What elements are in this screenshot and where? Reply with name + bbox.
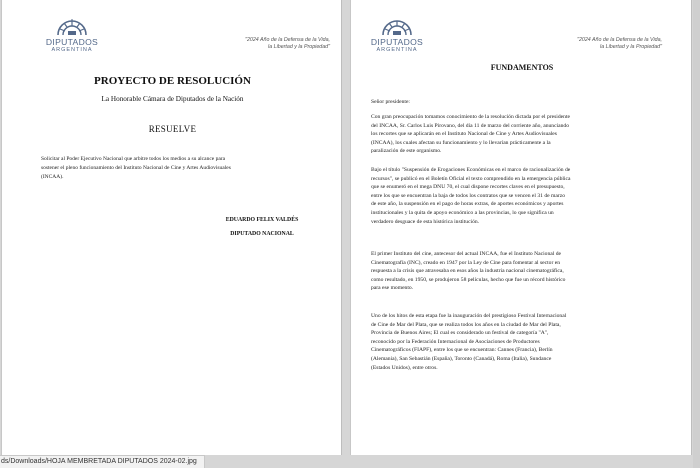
paragraph-line: recursos", se publicó en el Boletín Oficial el texto comprendido en la emergencia pública xyxy=(371,175,571,182)
paragraph-line: verdadero desguace de esta histórica institución. xyxy=(371,218,480,225)
body-line: Solicitar al Poder Ejecutivo Nacional que arbitre todos los medios a su alcance para xyxy=(41,156,226,162)
paragraph-line: Uno de los hitos de esta etapa fue la inauguración del prestigioso Festival Internacional xyxy=(371,313,567,319)
signature-role: DIPUTADO NACIONAL xyxy=(230,231,294,237)
status-bar-file-path: ds/Downloads/HOJA MEMBRETADA DIPUTADOS 2024-02.jpg xyxy=(0,455,205,468)
motto-line: la Libertad y la Propiedad" xyxy=(600,44,662,50)
paragraph-3 xyxy=(371,250,666,293)
greeting: Señor presidente: xyxy=(371,99,410,105)
paragraph-line: (Estados Unidos), entre otros. xyxy=(371,364,438,371)
signature-name: EDUARDO FELIX VALDÉS xyxy=(225,217,299,223)
left-page xyxy=(1,0,342,455)
fundamentos-title: FUNDAMENTOS xyxy=(490,63,554,72)
paragraph-line: (INCAA), los cuales afectan su funcionamiento y lo llevarían prácticamente a la xyxy=(371,139,551,146)
paragraph-line: Con gran preocupación tomamos conocimiento de la resolución dictada por el presidente xyxy=(371,114,570,120)
paragraph-line: Cinematografía (INC), creado en 1947 por la Ley de Cine para fomentar al sector en xyxy=(371,259,561,266)
paragraph-2 xyxy=(371,166,666,226)
paragraph-line: para ese momento. xyxy=(371,285,414,292)
paragraph-line: entre los que se encuentran la baja de todos los contratos que se vencen el 31 de marzo xyxy=(371,192,566,199)
diputados-logo xyxy=(357,16,437,60)
paragraph-line: como resultado, en 1950, se produjeron 58 películas, hecho que fue un récord histórico xyxy=(371,276,566,283)
motto-line: la Libertad y la Propiedad" xyxy=(268,44,330,50)
paragraph-line: de Cine de Mar del Plata, que se realiza todos los años en la ciudad de Mar del Plata, xyxy=(371,321,561,328)
congress-dome-icon xyxy=(379,16,415,36)
motto-line: "2024 Año de la Defensa de la Vida, xyxy=(577,37,662,43)
logo-subtitle: ARGENTINA xyxy=(376,47,418,53)
resolution-body xyxy=(41,155,307,182)
right-page xyxy=(350,0,692,455)
paragraph-line: de este año, la suspensión en el pago de horas extras, de aportes económicos y aportes xyxy=(371,201,564,208)
paragraph-line: El primer Instituto del cine, antecesor del actual INCAA, fue el Instituto Nacional de xyxy=(371,251,561,257)
paragraph-line: los recortes que se aplicarán en el Instituto Nacional de Cine y Artes Audiovisuales xyxy=(371,131,557,138)
paragraph-1 xyxy=(371,113,666,156)
scrollbar-track[interactable] xyxy=(693,0,700,468)
body-line: (INCAA). xyxy=(41,174,64,180)
congress-dome-icon xyxy=(54,16,90,36)
paragraph-line: (Alemania), San Sebastián (España), Toronto (Canadá), Roma (Italia), Sundance xyxy=(371,355,552,362)
paragraph-line: reconocido por la Federación Internacional de Asociaciones de Productores xyxy=(371,338,540,345)
motto-line: "2024 Año de la Defensa de la Vida, xyxy=(245,37,330,43)
paragraph-line: que se enumeró en el mega DNU 70, el cual dispone recortes claves en el presupuesto, xyxy=(371,184,565,191)
resuelve-heading: RESUELVE xyxy=(148,124,197,134)
logo-title: DIPUTADOS xyxy=(45,37,99,47)
paragraph-line: del INCAA, Sr. Carlos Luis Pirovano, del día 11 de marzo del corriente año, anunciando xyxy=(371,122,570,129)
paragraph-line: Bajo el título "Suspensión de Erogaciones Económicas en el marco de racionalización de xyxy=(371,167,571,173)
paragraph-4 xyxy=(371,312,666,372)
paragraph-line: respuesta a la crisis que atravesaba en esos años la industria nacional cinematográfica, xyxy=(371,268,564,275)
header-motto xyxy=(225,37,330,51)
paragraph-line: paralización de este organismo. xyxy=(371,148,442,155)
logo-title: DIPUTADOS xyxy=(370,37,424,47)
document-subtitle: La Honorable Cámara de Diputados de la Nación xyxy=(101,95,244,103)
paragraph-line: institucionales y la quita de apoyo económico a las provincias, lo que significa un xyxy=(371,209,554,216)
logo-subtitle: ARGENTINA xyxy=(51,47,93,53)
paragraph-line: Provincia de Buenos Aires; El cual es considerado un festival de categoría "A", xyxy=(371,330,549,337)
paragraph-line: Cinematográficos (FIAPF), entre los que se encuentran: Cannes (Francia), Berlín xyxy=(371,347,553,354)
body-line: sostener el pleno funcionamiento del Instituto Nacional de Cine y Artes Audiovisuales xyxy=(41,165,231,171)
document-title: PROYECTO DE RESOLUCIÓN xyxy=(94,75,251,87)
header-motto xyxy=(557,37,662,51)
diputados-logo xyxy=(32,16,112,60)
